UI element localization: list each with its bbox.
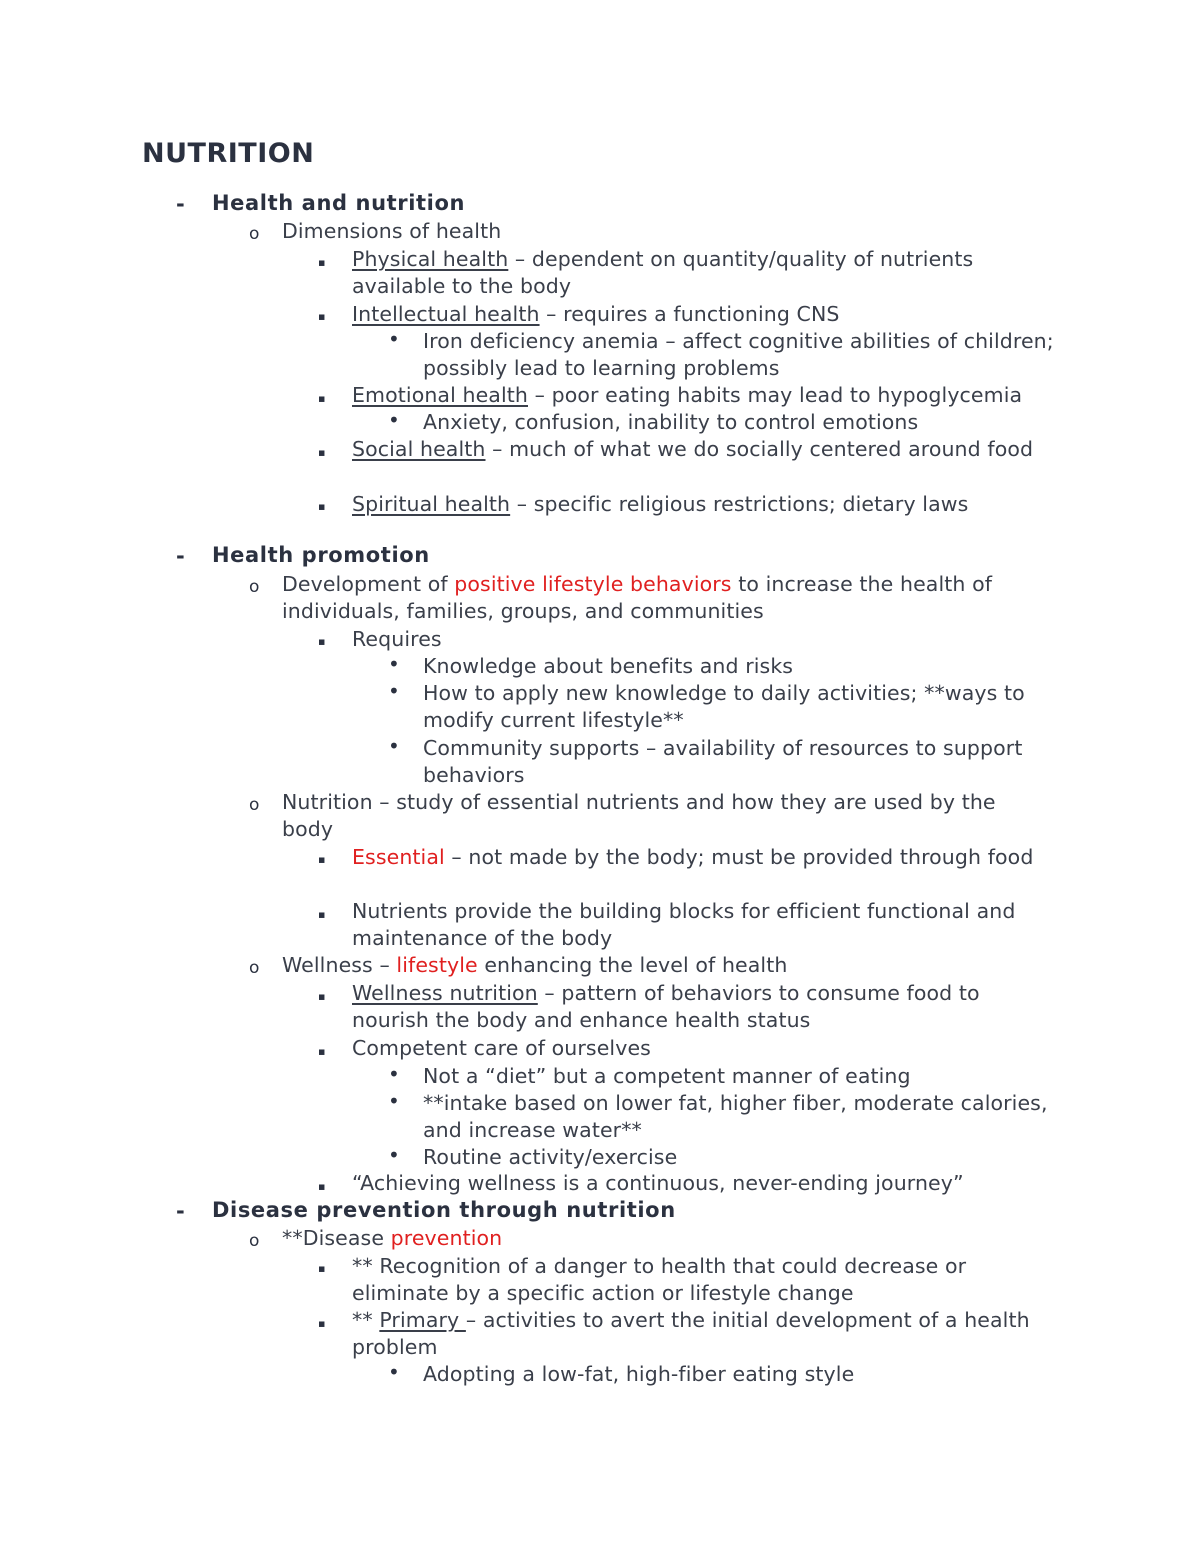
square-bullet: ▪ bbox=[318, 392, 326, 405]
square-bullet: ▪ bbox=[318, 500, 326, 513]
physical-health-desc: – dependent on quantity/quality of nutrients available to the body bbox=[352, 247, 974, 299]
list-item-competent-care: Competent care of ourselves bbox=[352, 1036, 651, 1060]
list-item-nutrients: Nutrients provide the building blocks for efficient functional and maintenance of the body bbox=[352, 899, 1016, 951]
dot-bullet: • bbox=[388, 1062, 400, 1086]
list-item-emotional-health bbox=[352, 382, 1072, 409]
highlight-positive-lifestyle: positive lifestyle behaviors bbox=[454, 572, 732, 596]
square-bullet: ▪ bbox=[318, 310, 326, 323]
list-item-recognition: ** Recognition of a danger to health that could decrease or eliminate by a specific action or lifestyle change bbox=[352, 1254, 967, 1306]
list-item-routine-activity: Routine activity/exercise bbox=[423, 1145, 678, 1169]
list-item-apply-knowledge: How to apply new knowledge to daily activities; **ways to modify current lifestyle** bbox=[423, 681, 1025, 733]
section-heading-health-promotion: Health promotion bbox=[212, 543, 430, 567]
dash-bullet: - bbox=[176, 192, 185, 216]
list-item-nutrition: Nutrition – study of essential nutrients and how they are used by the body bbox=[282, 790, 996, 842]
term-wellness-nutrition: Wellness nutrition bbox=[352, 981, 538, 1005]
list-item-community-supports: Community supports – availability of resources to support behaviors bbox=[423, 736, 1023, 788]
list-item-requires: Requires bbox=[352, 627, 442, 651]
wellness-text-rest: enhancing the level of health bbox=[477, 953, 788, 977]
list-item-disease-prevention bbox=[282, 1225, 1052, 1252]
highlight-prevention: prevention bbox=[390, 1226, 503, 1250]
list-item-physical-health bbox=[352, 246, 1057, 300]
wellness-text: Wellness – bbox=[282, 953, 397, 977]
term-primary: Primary bbox=[379, 1308, 466, 1332]
essential-desc: – not made by the body; must be provided through food bbox=[444, 845, 1034, 869]
square-bullet: ▪ bbox=[318, 1045, 326, 1058]
dot-bullet: • bbox=[388, 652, 400, 676]
disease-prevention-text: **Disease bbox=[282, 1226, 391, 1250]
dot-bullet: • bbox=[388, 408, 400, 432]
wellness-nutrition-desc: – pattern of behaviors to consume food to nourish the body and enhance health status bbox=[352, 981, 980, 1033]
circle-bullet: o bbox=[249, 577, 260, 597]
list-item-not-a-diet: Not a “diet” but a competent manner of eating bbox=[423, 1064, 911, 1088]
list-item-intellectual-health bbox=[352, 301, 1057, 328]
circle-bullet: o bbox=[249, 224, 260, 244]
dash-bullet: - bbox=[176, 544, 185, 568]
list-item-wellness-quote: “Achieving wellness is a continuous, never-ending journey” bbox=[352, 1171, 964, 1195]
spiritual-health-desc: – specific religious restrictions; dietary laws bbox=[510, 492, 969, 516]
primary-desc: – activities to avert the initial development of a health problem bbox=[352, 1308, 1030, 1360]
primary-prefix: ** bbox=[352, 1308, 380, 1332]
list-item-wellness-nutrition bbox=[352, 980, 1057, 1034]
section-heading-disease-prevention: Disease prevention through nutrition bbox=[212, 1198, 676, 1222]
dash-bullet: - bbox=[176, 1199, 185, 1223]
emotional-health-desc: – poor eating habits may lead to hypoglycemia bbox=[528, 383, 1023, 407]
list-item-social-health bbox=[352, 436, 1057, 463]
list-item-anxiety: Anxiety, confusion, inability to control emotions bbox=[423, 410, 919, 434]
square-bullet: ▪ bbox=[318, 635, 326, 648]
dot-bullet: • bbox=[388, 1360, 400, 1384]
square-bullet: ▪ bbox=[318, 1317, 326, 1330]
dot-bullet: • bbox=[388, 1143, 400, 1167]
development-text-rest: to increase the health of individuals, families, groups, and communities bbox=[282, 572, 993, 624]
list-item-iron-deficiency: Iron deficiency anemia – affect cognitive abilities of children; possibly lead to learning problems bbox=[423, 329, 1054, 381]
term-physical-health: Physical health bbox=[352, 247, 509, 271]
circle-bullet: o bbox=[249, 1231, 260, 1251]
list-item-spiritual-health bbox=[352, 491, 1057, 518]
list-item-intake: **intake based on lower fat, higher fiber, moderate calories, and increase water** bbox=[423, 1091, 1048, 1143]
dot-bullet: • bbox=[388, 734, 400, 758]
square-bullet: ▪ bbox=[318, 853, 326, 866]
dot-bullet: • bbox=[388, 327, 400, 351]
square-bullet: ▪ bbox=[318, 256, 326, 269]
list-item-adopting: Adopting a low-fat, high-fiber eating style bbox=[423, 1362, 855, 1386]
circle-bullet: o bbox=[249, 958, 260, 978]
section-heading-health-nutrition: Health and nutrition bbox=[212, 191, 466, 215]
page-title: NUTRITION bbox=[142, 138, 315, 169]
square-bullet: ▪ bbox=[318, 990, 326, 1003]
list-item-wellness bbox=[282, 952, 1052, 979]
list-item-knowledge: Knowledge about benefits and risks bbox=[423, 654, 794, 678]
list-item-primary bbox=[352, 1307, 1057, 1361]
square-bullet: ▪ bbox=[318, 1262, 326, 1275]
circle-bullet: o bbox=[249, 795, 260, 815]
term-intellectual-health: Intellectual health bbox=[352, 302, 540, 326]
dot-bullet: • bbox=[388, 1089, 400, 1113]
list-item-dimensions: Dimensions of health bbox=[282, 219, 502, 243]
highlight-lifestyle: lifestyle bbox=[396, 953, 478, 977]
intellectual-health-desc: – requires a functioning CNS bbox=[539, 302, 840, 326]
highlight-essential: Essential bbox=[352, 845, 445, 869]
square-bullet: ▪ bbox=[318, 446, 326, 459]
list-item-development bbox=[282, 571, 1052, 625]
square-bullet: ▪ bbox=[318, 908, 326, 921]
social-health-desc: – much of what we do socially centered around food bbox=[485, 437, 1034, 461]
list-item-essential bbox=[352, 844, 1057, 871]
square-bullet: ▪ bbox=[318, 1180, 326, 1193]
dot-bullet: • bbox=[388, 679, 400, 703]
term-emotional-health: Emotional health bbox=[352, 383, 528, 407]
development-text: Development of bbox=[282, 572, 455, 596]
term-social-health: Social health bbox=[352, 437, 486, 461]
term-spiritual-health: Spiritual health bbox=[352, 492, 511, 516]
